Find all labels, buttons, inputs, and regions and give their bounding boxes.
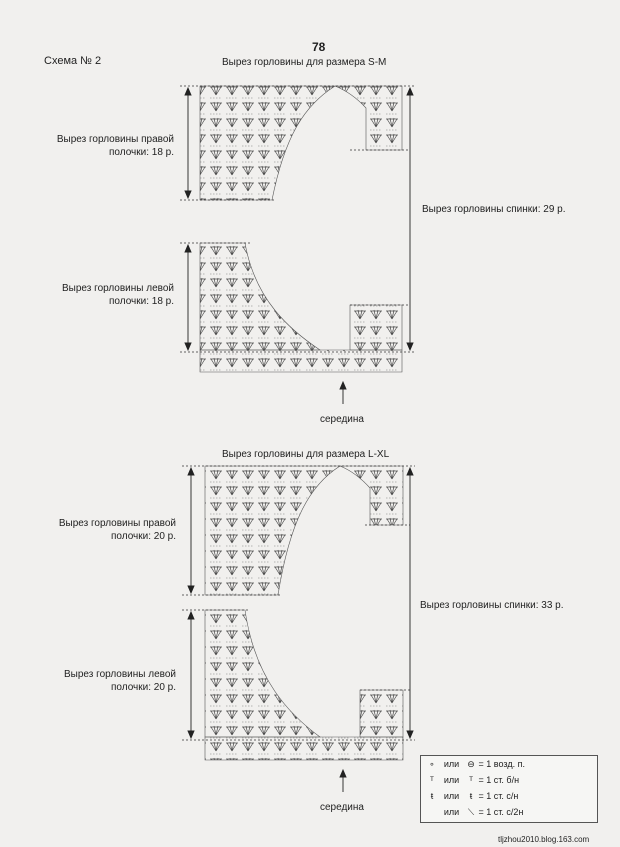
legend-or: или xyxy=(443,775,460,785)
center-label-s-m: середина xyxy=(320,414,364,425)
legend-or: или xyxy=(443,807,460,817)
legend-text-single: = 1 ст. б/н xyxy=(478,775,520,785)
bottom-band-l-xl xyxy=(205,737,403,760)
double-crochet-alt-icon: ŧ xyxy=(469,791,473,801)
bottom-band-s-m xyxy=(200,350,402,372)
legend-text-chain: = 1 возд. п. xyxy=(478,759,525,769)
half-double-crochet-icon: ⟍ xyxy=(467,807,475,817)
single-crochet-alt-icon: ᵀ xyxy=(469,775,473,785)
legend-or: или xyxy=(443,791,460,801)
back-right-corner-s-m xyxy=(335,86,402,150)
back-left-corner-s-m xyxy=(350,305,402,350)
left-front-label-s-m: Вырез горловины левой полочки: 18 р. xyxy=(62,283,174,307)
stitch-legend xyxy=(420,755,598,823)
back-label-s-m: Вырез горловины спинки: 29 р. xyxy=(422,204,566,215)
right-front-chart-s-m xyxy=(200,86,335,200)
legend-text-double: = 1 ст. с/н xyxy=(478,791,519,801)
legend-text-half: = 1 ст. с/2н xyxy=(478,807,524,817)
back-label-l-xl: Вырез горловины спинки: 33 р. xyxy=(420,600,564,611)
legend-or: или xyxy=(443,759,460,769)
right-front-chart-l-xl xyxy=(205,466,340,595)
chain-stitch-icon: ∘ xyxy=(429,759,435,769)
scheme-title: Схема № 2 xyxy=(44,55,102,67)
left-front-chart-l-xl xyxy=(205,610,320,737)
left-front-chart-s-m xyxy=(200,243,320,350)
footer-url: tljzhou2010.blog.163.com xyxy=(498,835,590,844)
right-front-label-l-xl: Вырез горловины правой полочки: 20 р. xyxy=(58,518,176,542)
legend-row-half xyxy=(427,805,523,819)
legend-row-single xyxy=(427,773,519,787)
back-left-corner-l-xl xyxy=(360,690,403,737)
center-label-l-xl: середина xyxy=(320,802,364,813)
legend-row-chain xyxy=(427,757,525,771)
section-title-s-m: Вырез горловины для размера S-M xyxy=(222,57,387,68)
left-front-label-l-xl: Вырез горловины левой полочки: 20 р. xyxy=(64,669,176,693)
page-number: 78 xyxy=(312,40,326,54)
back-right-corner-l-xl xyxy=(340,466,403,525)
right-front-label-s-m: Вырез горловины правой полочки: 18 р. xyxy=(56,134,174,158)
legend-row-double xyxy=(427,789,518,803)
chain-stitch-alt-icon: ⊖ xyxy=(467,759,475,769)
diagram-l-xl xyxy=(182,466,415,792)
section-title-l-xl: Вырез горловины для размера L-XL xyxy=(222,449,390,460)
single-crochet-icon: ᵀ xyxy=(430,775,434,785)
diagram-s-m xyxy=(180,86,415,404)
double-crochet-icon: ŧ xyxy=(430,791,434,801)
